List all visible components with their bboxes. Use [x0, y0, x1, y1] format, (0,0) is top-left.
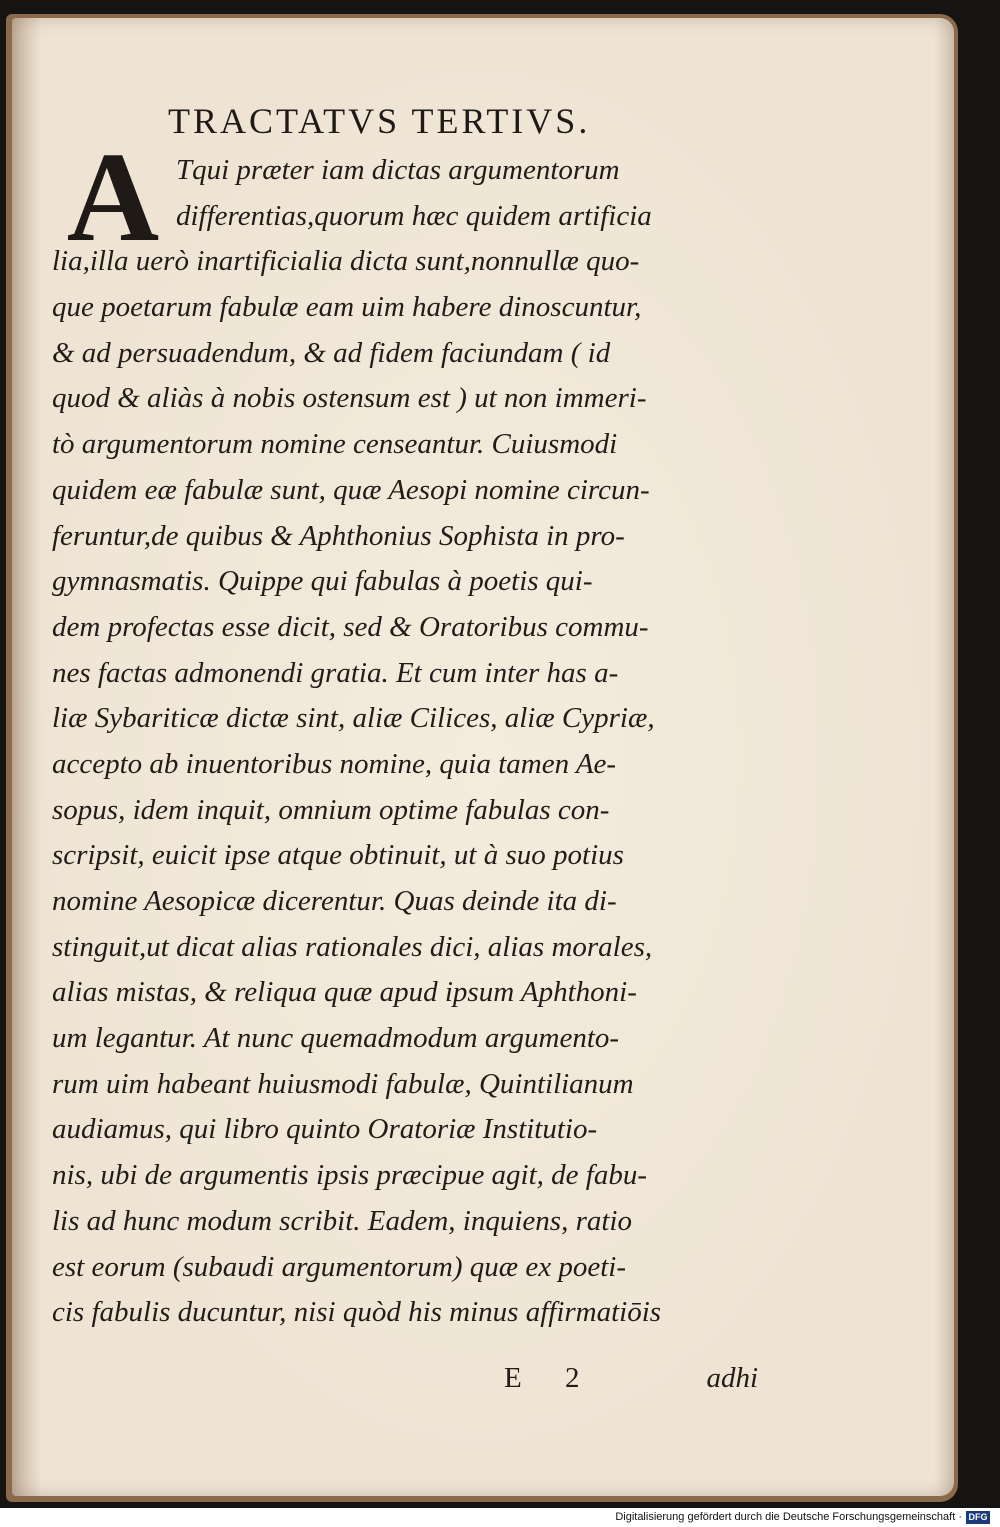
text-line: quod & aliàs à nobis ostensum est ) ut non immeri-: [52, 382, 647, 415]
text-line: liæ Sybariticæ dictæ sint, aliæ Cilices, aliæ Cypriæ,: [52, 702, 655, 735]
text-line: stinguit,ut dicat alias rationales dici, alias morales,: [52, 930, 653, 963]
text-line: & ad persuadendum, & ad fidem faciundam ( id: [52, 336, 611, 369]
text-line: lia,illa uerò inartificialia dicta sunt,nonnullæ quo-: [52, 245, 640, 278]
text-line: um legantur. At nunc quemadmodum argumento-: [52, 1022, 620, 1055]
body-text: [52, 148, 758, 1336]
text-line: audiamus, qui libro quinto Oratoriæ Institutio-: [52, 1113, 598, 1146]
text-line: Tqui præter iam dictas argumentorum: [176, 154, 620, 186]
text-line: cis fabulis ducuntur, nisi quòd his minus affirmatiōis: [52, 1296, 662, 1329]
text-line: nomine Aesopicæ dicerentur. Quas deinde ita di-: [52, 885, 617, 917]
text-line: scripsit, euicit ipse atque obtinuit, ut à suo potius: [52, 839, 624, 872]
running-head: TRACTATVS TERTIVS.: [168, 101, 591, 141]
text-line: rum uim habeant huiusmodi fabulæ, Quintilianum: [52, 1067, 634, 1100]
text-line: tò argumentorum nomine censeantur. Cuiusmodi: [52, 428, 618, 461]
text-line: differentias,quorum hæc quidem artificia: [176, 199, 652, 232]
text-line: que poetarum fabulæ eam uim habere dinoscuntur,: [52, 291, 642, 324]
dfg-logo-icon: DFG: [966, 1511, 990, 1524]
footer-bar: [0, 1508, 1000, 1527]
text-line: sopus, idem inquit, omnium optime fabulas con-: [52, 793, 610, 826]
funding-credit: Digitalisierung gefördert durch die Deutsche Forschungsgemeinschaft ·: [615, 1511, 962, 1523]
text-line: gymnasmatis. Quippe qui fabulas à poetis qui-: [52, 565, 593, 598]
text-line: nis, ubi de argumentis ipsis præcipue agit, de fabu-: [52, 1159, 648, 1192]
signature-mark: E 2: [504, 1362, 598, 1394]
text-line: lis ad hunc modum scribit. Eadem, inquiens, ratio: [52, 1204, 632, 1237]
text-line: quidem eæ fabulæ sunt, quæ Aesopi nomine circun-: [52, 473, 650, 506]
drop-cap-initial: A: [66, 126, 160, 268]
catchword: adhi: [706, 1362, 758, 1394]
text-line: est eorum (subaudi argumentorum) quæ ex poeti-: [52, 1250, 627, 1283]
page-foot: [52, 1362, 758, 1406]
text-line: alias mistas, & reliqua quæ apud ipsum Aphthoni-: [52, 976, 637, 1009]
text-line: dem profectas esse dicit, sed & Oratoribus commu-: [52, 610, 649, 643]
text-line: nes factas admonendi gratia. Et cum inter has a-: [52, 656, 619, 689]
text-line: feruntur,de quibus & Aphthonius Sophista in pro-: [52, 519, 625, 552]
text-line: accepto ab inuentoribus nomine, quia tamen Ae-: [52, 747, 617, 780]
